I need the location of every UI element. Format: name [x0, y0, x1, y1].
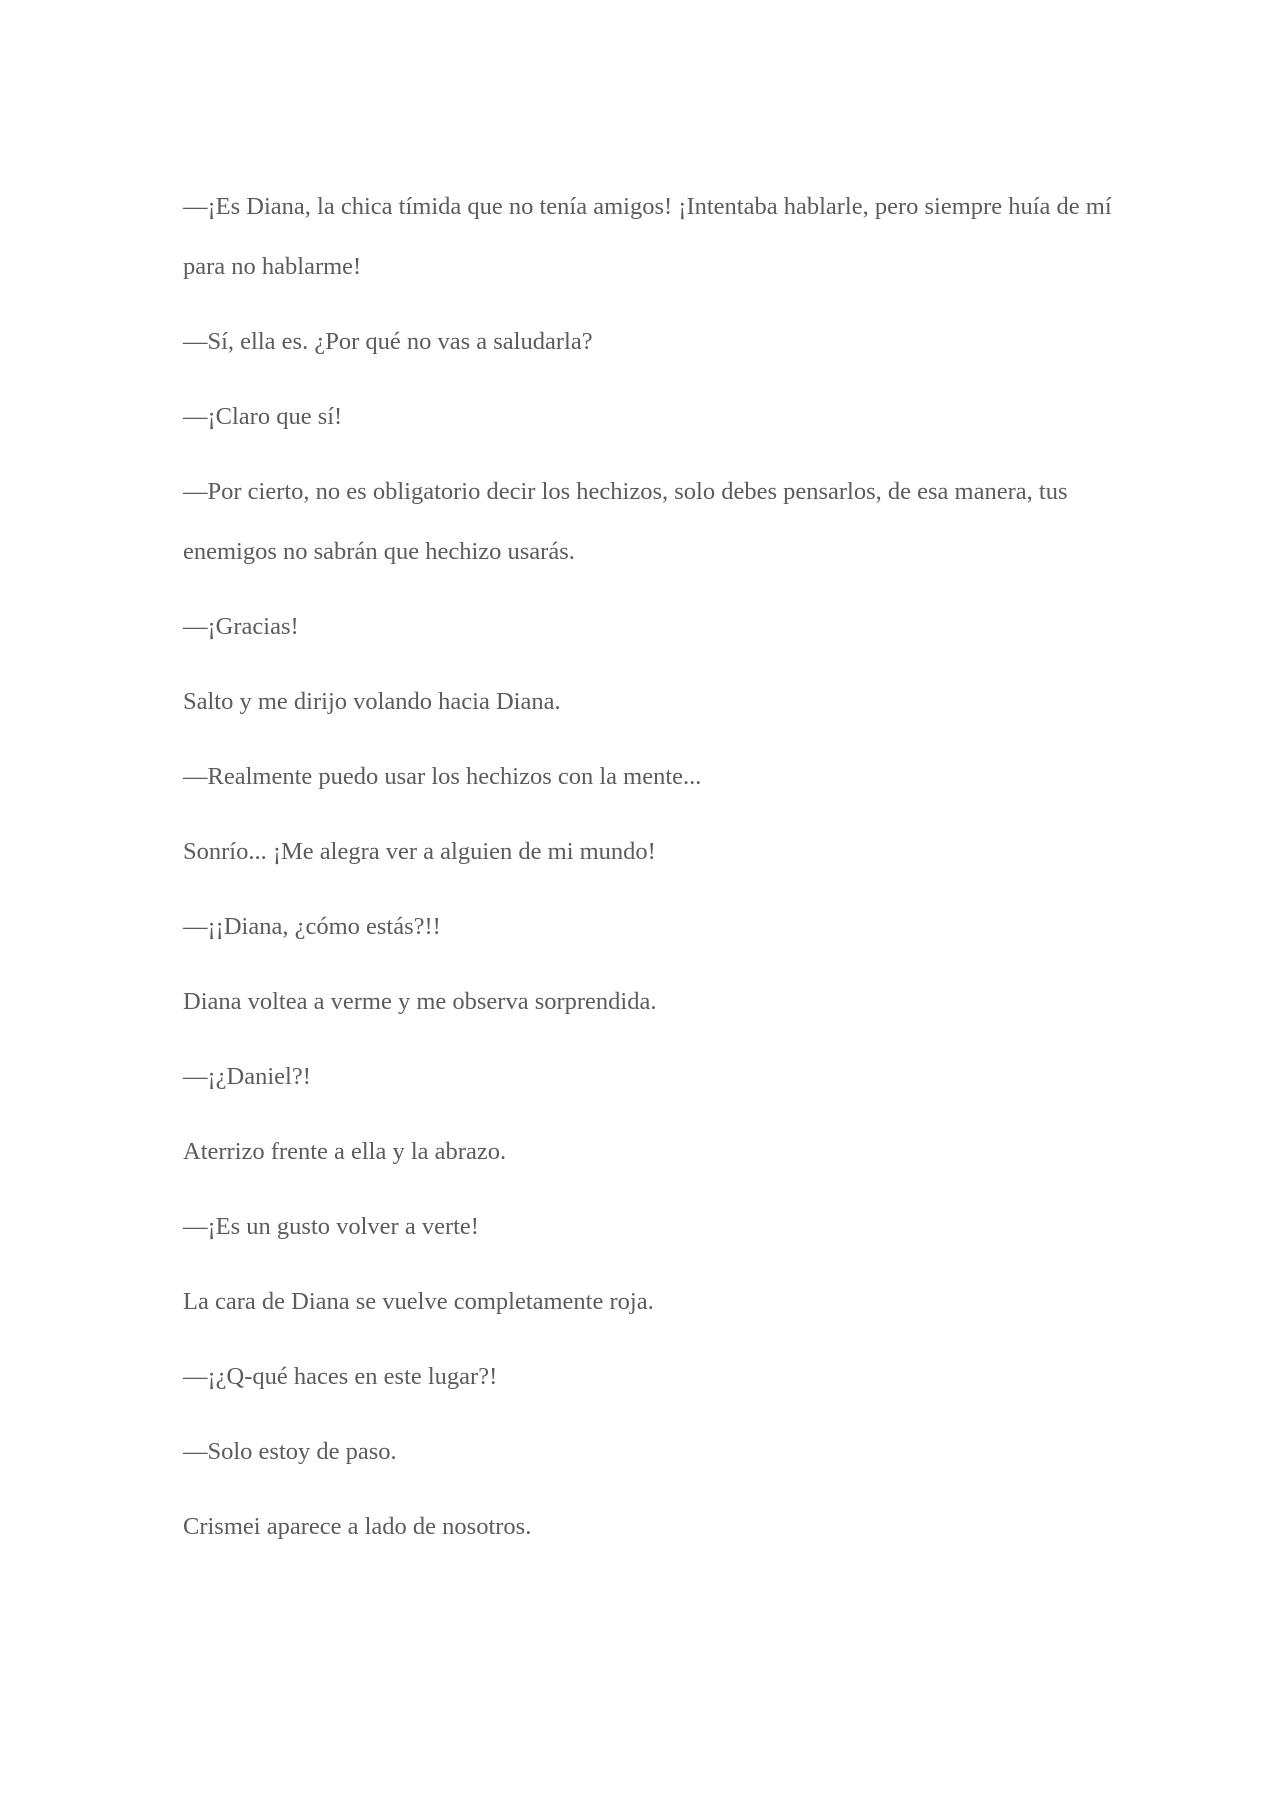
- paragraph: La cara de Diana se vuelve completamente roja.: [183, 1288, 654, 1315]
- paragraph: —Por cierto, no es obligatorio decir los hechizos, solo debes pensarlos, de esa manera, tus enemigos no sabrán que hechizo usarás.: [183, 478, 1068, 565]
- paragraph: —¡¿Q-qué haces en este lugar?!: [183, 1363, 498, 1390]
- paragraph: —¡Claro que sí!: [183, 403, 343, 430]
- paragraph: Aterrizo frente a ella y la abrazo.: [183, 1138, 507, 1165]
- paragraph: —¡¿Daniel?!: [183, 1063, 311, 1090]
- body-text: [183, 177, 1113, 1572]
- paragraph: —¡Es un gusto volver a verte!: [183, 1213, 479, 1240]
- paragraph: Diana voltea a verme y me observa sorprendida.: [183, 988, 657, 1015]
- paragraph: —¡¡Diana, ¿cómo estás?!!: [183, 913, 441, 940]
- paragraph: Sonrío... ¡Me alegra ver a alguien de mi mundo!: [183, 838, 656, 865]
- paragraph: Crismei aparece a lado de nosotros.: [183, 1513, 532, 1540]
- paragraph: —¡Es Diana, la chica tímida que no tenía amigos! ¡Intentaba hablarle, pero siempre huía de mí para no hablarme!: [183, 193, 1112, 280]
- paragraph: —¡Gracias!: [183, 613, 299, 640]
- paragraph: —Sí, ella es. ¿Por qué no vas a saludarla?: [183, 328, 593, 355]
- paragraph: —Solo estoy de paso.: [183, 1438, 397, 1465]
- paragraph: —Realmente puedo usar los hechizos con la mente...: [183, 763, 702, 790]
- paragraph: Salto y me dirijo volando hacia Diana.: [183, 688, 561, 715]
